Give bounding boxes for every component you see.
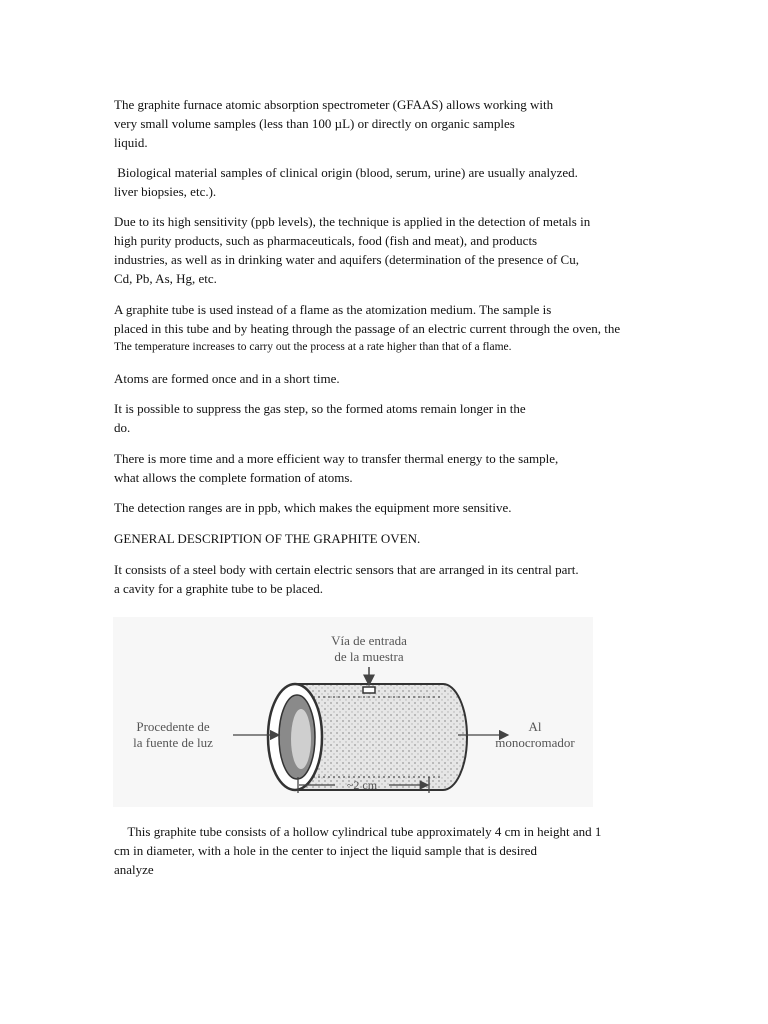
sample-inlet-hole: [363, 687, 375, 693]
paragraph-graphite-tube: [114, 300, 654, 357]
text-line: GENERAL DESCRIPTION OF THE GRAPHITE OVEN.: [114, 531, 421, 546]
paragraph-detection-ranges: [114, 498, 654, 517]
section-heading: [114, 529, 654, 548]
paragraph-steel-body: [114, 560, 654, 598]
text-line: A graphite tube is used instead of a flame as the atomization medium. The sample is: [114, 302, 552, 317]
label-inlet-1: Vía de entrada: [331, 633, 407, 648]
label-source-2: la fuente de luz: [133, 735, 213, 750]
text-line: It consists of a steel body with certain electric sensors that are arranged in its central part.: [114, 562, 579, 577]
paragraph-gfaas-intro: [114, 95, 654, 152]
text-line: cm in diameter, with a hole in the center to inject the liquid sample that is desired: [114, 843, 537, 858]
label-mono-1: Al: [528, 719, 542, 734]
text-line: Atoms are formed once and in a short time.: [114, 371, 340, 386]
paragraph-thermal-energy: [114, 449, 654, 487]
text-line: liquid.: [114, 135, 148, 150]
graphite-tube-figure: [113, 617, 593, 807]
text-line: liver biopsies, etc.).: [114, 184, 217, 199]
text-line: very small volume samples (less than 100 µL) or directly on organic samples: [114, 116, 515, 131]
label-mono-2: monocromador: [495, 735, 575, 750]
text-line: The graphite furnace atomic absorption spectrometer (GFAAS) allows working with: [114, 97, 554, 112]
text-line: Due to its high sensitivity (ppb levels), the technique is applied in the detection of metals in: [114, 214, 591, 229]
text-line: placed in this tube and by heating through the passage of an electric current through the oven, the: [114, 321, 621, 336]
paragraph-sensitivity: [114, 212, 654, 288]
text-line: Cd, Pb, As, Hg, etc.: [114, 271, 217, 286]
text-line: a cavity for a graphite tube to be placed.: [114, 581, 323, 596]
graphite-tube-diagram: [113, 617, 593, 807]
text-line: do.: [114, 420, 131, 435]
paragraph-tube-dimensions: [114, 822, 674, 879]
paragraph-atoms-formed: [114, 369, 654, 388]
text-line: This graphite tube consists of a hollow cylindrical tube approximately 4 cm in height and 1: [114, 824, 589, 839]
label-inlet-2: de la muestra: [334, 649, 404, 664]
text-line: what allows the complete formation of atoms.: [114, 470, 353, 485]
text-line: industries, as well as in drinking water and aquifers (determination of the presence of Cu,: [114, 252, 579, 267]
paragraph-biological-samples: [114, 163, 654, 201]
text-line: high purity products, such as pharmaceuticals, food (fish and meat), and products: [114, 233, 538, 248]
text-line: analyze: [114, 862, 154, 877]
paragraph-gas-step: [114, 399, 654, 437]
label-length: ~2 cm: [346, 778, 378, 792]
tube-opening-inner: [291, 709, 311, 769]
text-line: The temperature increases to carry out the process at a rate higher than that of a flame.: [114, 341, 512, 353]
text-line: Biological material samples of clinical origin (blood, serum, urine) are usually analyzed.: [114, 165, 578, 180]
label-source-1: Procedente de: [136, 719, 210, 734]
text-line: There is more time and a more efficient way to transfer thermal energy to the sample,: [114, 451, 559, 466]
text-line: The detection ranges are in ppb, which makes the equipment more sensitive.: [114, 500, 512, 515]
text-line: It is possible to suppress the gas step, so the formed atoms remain longer in the: [114, 401, 526, 416]
